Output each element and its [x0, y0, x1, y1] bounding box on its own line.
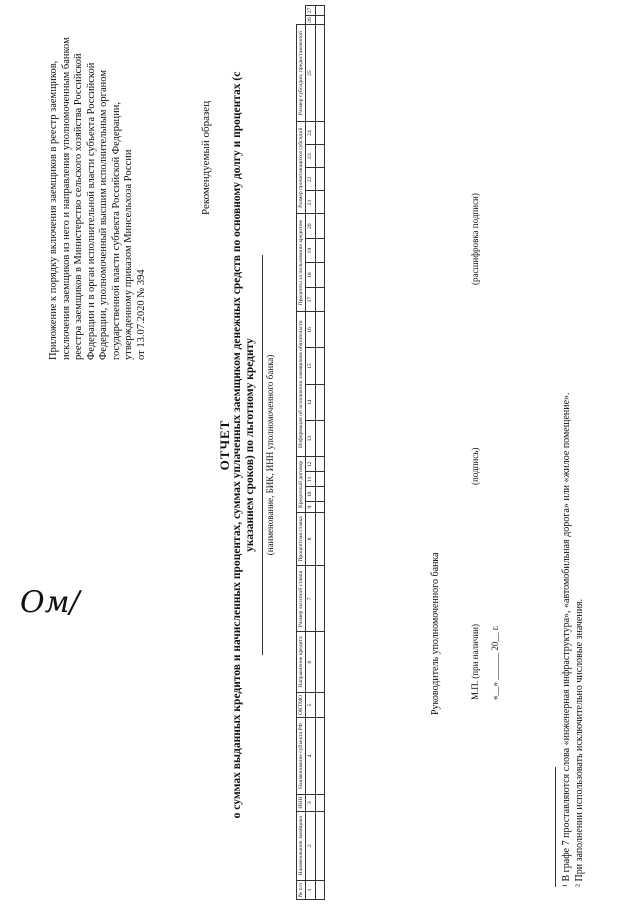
report-table: [296, 5, 325, 900]
column-number-cell: 3: [306, 794, 315, 811]
table-blank-cell: [315, 121, 324, 144]
table-header-cell: Кредитный договор: [297, 457, 306, 513]
date-line: «__» ______ 20__ г.: [490, 625, 500, 700]
appendix-line: Приложение к порядку включения заемщиков в реестр заемщиков,: [48, 60, 59, 360]
table-header-cell: Информация об исполнении заемщиком обязательств: [297, 312, 306, 457]
column-number-cell: 7: [306, 566, 315, 632]
column-number-cell: 19: [306, 238, 315, 262]
table-header-cell: Размер субсидии, предоставленной: [297, 25, 306, 122]
column-number-cell: 10: [306, 487, 315, 502]
footer-head: Руководитель уполномоченного банка: [430, 552, 441, 715]
column-number-cell: 23: [306, 145, 315, 168]
column-number-cell: 6: [306, 632, 315, 692]
column-number-cell: 18: [306, 263, 315, 287]
table-blank-cell: [315, 384, 324, 420]
appendix-line: исключения заемщиков из него и направления уполномоченным банком: [60, 37, 72, 360]
appendix-line: государственной власти субъекта Российской Федерации,: [110, 101, 122, 360]
table-header-cell: Проценты за пользование кредитом: [297, 214, 306, 312]
table-blank-cell: [315, 472, 324, 487]
table-blank-cell: [315, 168, 324, 191]
table-header-cell: Наименование субъекта РФ: [297, 718, 306, 795]
column-number-cell: 22: [306, 168, 315, 191]
table-header-cell: № п/п: [297, 880, 306, 899]
column-number-cell: 2: [306, 811, 315, 880]
table-blank-cell: [315, 420, 324, 456]
table-blank-cell: [315, 692, 324, 718]
table-header-cell: ИНН: [297, 794, 306, 811]
table-header-cell: Процентная ставка: [297, 512, 306, 566]
column-number-cell: 5: [306, 692, 315, 718]
column-number-cell: 26: [307, 17, 314, 23]
table-blank-cell: [315, 145, 324, 168]
column-number-cell: 27: [306, 6, 315, 16]
table-blank-cell: [315, 794, 324, 811]
table-header-cell: ОКТМО: [297, 692, 306, 718]
column-number-cell: 8: [306, 512, 315, 566]
sign-caption: (подпись): [470, 447, 480, 485]
column-number-cell: 4: [306, 718, 315, 795]
appendix-line: реестра заемщиков в Министерство сельского хозяйства Российской: [73, 53, 84, 360]
table-blank-cell: [315, 348, 324, 384]
decode-caption: (расшифровка подписи): [470, 193, 480, 285]
column-number-cell: 12: [306, 457, 315, 472]
appendix-line: Федерации и в орган исполнительной власти субъекта Российской: [85, 62, 97, 360]
table-blank-cell: [315, 811, 324, 880]
table-blank-cell: [315, 214, 324, 238]
appendix-line: от 13.07.2020 № 394: [135, 269, 147, 360]
table-blank-cell: [315, 263, 324, 287]
stamp-label: М.П. (при наличии): [470, 624, 480, 700]
appendix-block: [48, 30, 148, 360]
report-word: ОТЧЕТ: [217, 419, 232, 471]
table-blank-cell: [315, 191, 324, 214]
table-blank-cell: [315, 632, 324, 692]
column-number-cell: 25: [306, 25, 315, 122]
report-title: [218, 45, 257, 845]
table-header-cell: Размер льготной ставки: [297, 566, 306, 632]
footnotes: [555, 367, 586, 887]
table-header-cell: Наименование заемщика: [297, 811, 306, 880]
recommended-label: Рекомендуемый образец: [200, 100, 212, 215]
footnote-1: ¹ В графе 7 проставляются слова «инженерная инфраструктура», «автомобильная дорога» или «жилое помещение».: [561, 392, 572, 887]
table-header-cell: Направление кредита: [297, 632, 306, 692]
column-number-cell: 14: [306, 384, 315, 420]
column-number-cell: 17: [306, 287, 315, 311]
appendix-line: утвержденному приказом Минсельхоза России: [123, 149, 134, 360]
table-header-cell: Размер причитающихся субсидий: [297, 121, 306, 214]
report-subtitle: о суммах выданных кредитов и начисленных процентах, суммах уплаченных заемщиком денежных средств по основному долгу и процентах (с указанием сроков) по льготному кредиту: [231, 71, 256, 819]
table-blank-cell: [315, 718, 324, 795]
column-number-cell: 11: [306, 472, 315, 487]
bank-caption: (наименование, БИК, ИНН уполномоченного банка): [262, 255, 275, 655]
column-number-cell: 21: [306, 191, 315, 214]
table-blank-cell: [315, 880, 324, 899]
footnote-2: ² При заполнении использовать исключительно числовые значения.: [574, 598, 585, 887]
column-number-cell: 16: [306, 312, 315, 348]
table-blank-cell: [315, 312, 324, 348]
table-blank-cell: [315, 512, 324, 566]
appendix-line: Федерации, уполномоченный высшим исполнительным органом: [98, 70, 109, 360]
table-blank-cell: [315, 487, 324, 502]
table-blank-cell: [315, 287, 324, 311]
table-blank-cell: [315, 25, 324, 122]
table-blank-cell: [315, 457, 324, 472]
column-number-cell: 9: [306, 502, 315, 512]
column-number-cell: 20: [306, 214, 315, 238]
table-blank-cell: [315, 502, 324, 512]
table-blank-cell: [315, 238, 324, 262]
table-blank-cell: [315, 6, 324, 16]
column-number-cell: 15: [306, 348, 315, 384]
column-number-cell: 13: [306, 420, 315, 456]
handwritten-signature: Ом/: [20, 585, 80, 620]
column-number-cell: 1: [306, 880, 315, 899]
footnote-rule: [555, 767, 556, 887]
table-blank-cell: [315, 566, 324, 632]
table-blank-cell: [315, 15, 324, 25]
column-number-cell: 24: [306, 121, 315, 144]
